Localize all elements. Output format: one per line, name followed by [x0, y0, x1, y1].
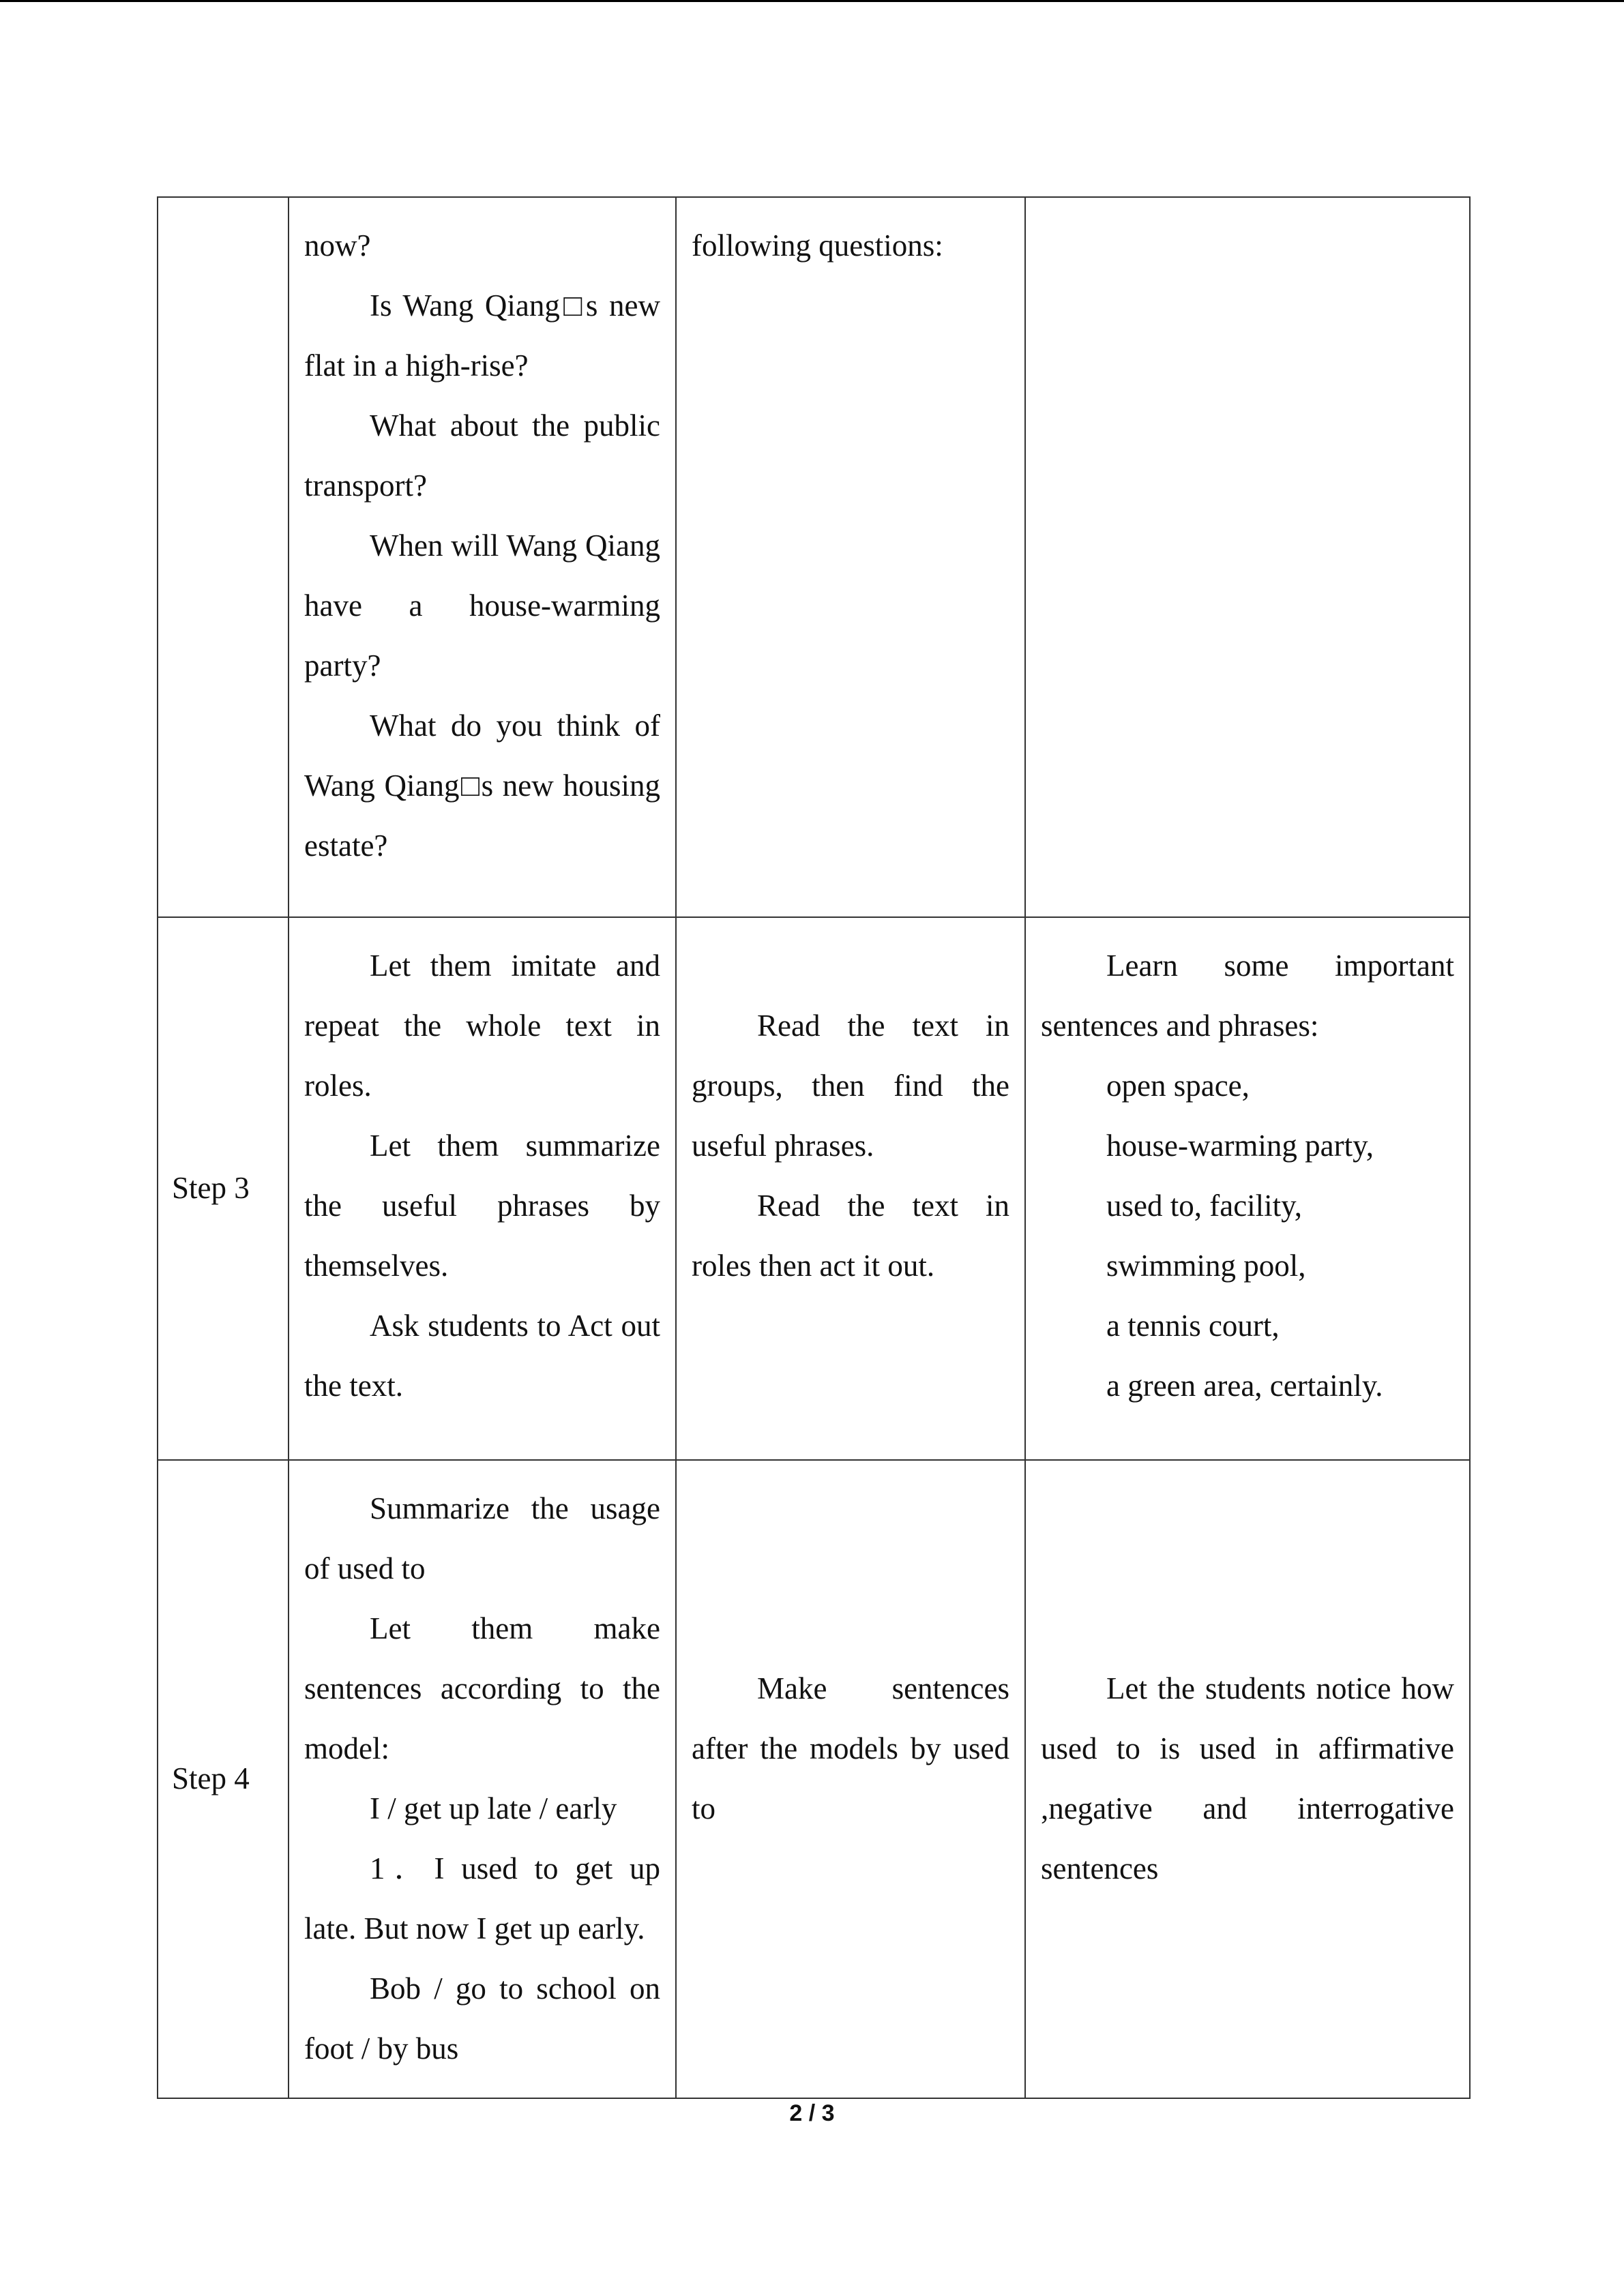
phrase-item: used to, facility, — [1106, 1189, 1303, 1223]
student-text: following questions: — [692, 228, 943, 263]
teacher-text: Summarize the usage of used to — [304, 1491, 660, 1585]
teacher-text: 1．I used to get up late. But now I get up early. — [304, 1851, 660, 1945]
teacher-text: now? — [304, 228, 371, 263]
teacher-activity-cell — [289, 197, 676, 917]
phrase-item: swimming pool, — [1106, 1249, 1306, 1283]
teacher-question: Is Wang Qiang□s new flat in a high-rise? — [304, 288, 660, 383]
student-activity-cell — [676, 1460, 1025, 2098]
teacher-question: What do you think of Wang Qiang□s new housing estate? — [304, 709, 660, 863]
teacher-activity-cell — [289, 917, 676, 1460]
student-text: Read the text in roles then act it out. — [692, 1189, 1009, 1283]
step-label: Step 4 — [172, 1761, 250, 1795]
purpose-text: Learn some important sentences and phrases: — [1041, 949, 1454, 1043]
teacher-question: When will Wang Qiang have a house-warming party? — [304, 528, 660, 683]
top-border-line — [0, 0, 1624, 2]
table-row — [158, 917, 1470, 1460]
table-row — [158, 197, 1470, 917]
teacher-text: Let them imitate and repeat the whole text in roles. — [304, 949, 660, 1103]
teacher-text: Let them make sentences according to the model: — [304, 1611, 660, 1765]
teacher-text: Bob / go to school on foot / by bus — [304, 1971, 660, 2066]
step-label: Step 3 — [172, 1171, 250, 1205]
student-activity-cell — [676, 917, 1025, 1460]
table-row — [158, 1460, 1470, 2098]
step-cell — [158, 917, 289, 1460]
phrase-item: a green area, certainly. — [1106, 1369, 1383, 1403]
purpose-text: Let the students notice how used to is used in affirmative ,negative and interrogative sentences — [1041, 1671, 1454, 1885]
phrase-item: open space, — [1106, 1069, 1250, 1103]
step-cell — [158, 1460, 289, 2098]
student-activity-cell — [676, 197, 1025, 917]
student-text: Make sentences after the models by used to — [692, 1671, 1009, 1825]
phrase-item: a tennis court, — [1106, 1309, 1280, 1343]
purpose-cell — [1025, 197, 1470, 917]
teacher-text: Let them summarize the useful phrases by themselves. — [304, 1129, 660, 1283]
teacher-text: I / get up late / early — [370, 1791, 617, 1825]
teacher-text: Ask students to Act out the text. — [304, 1309, 660, 1403]
phrase-item: house-warming party, — [1106, 1129, 1374, 1163]
teacher-activity-cell — [289, 1460, 676, 2098]
student-text: Read the text in groups, then find the useful phrases. — [692, 1009, 1009, 1163]
lesson-plan-table — [157, 196, 1471, 2099]
page-number: 2 / 3 — [789, 2100, 835, 2126]
document-page — [157, 196, 1468, 2099]
purpose-cell — [1025, 917, 1470, 1460]
step-cell — [158, 197, 289, 917]
purpose-cell — [1025, 1460, 1470, 2098]
teacher-question: What about the public transport? — [304, 408, 660, 503]
